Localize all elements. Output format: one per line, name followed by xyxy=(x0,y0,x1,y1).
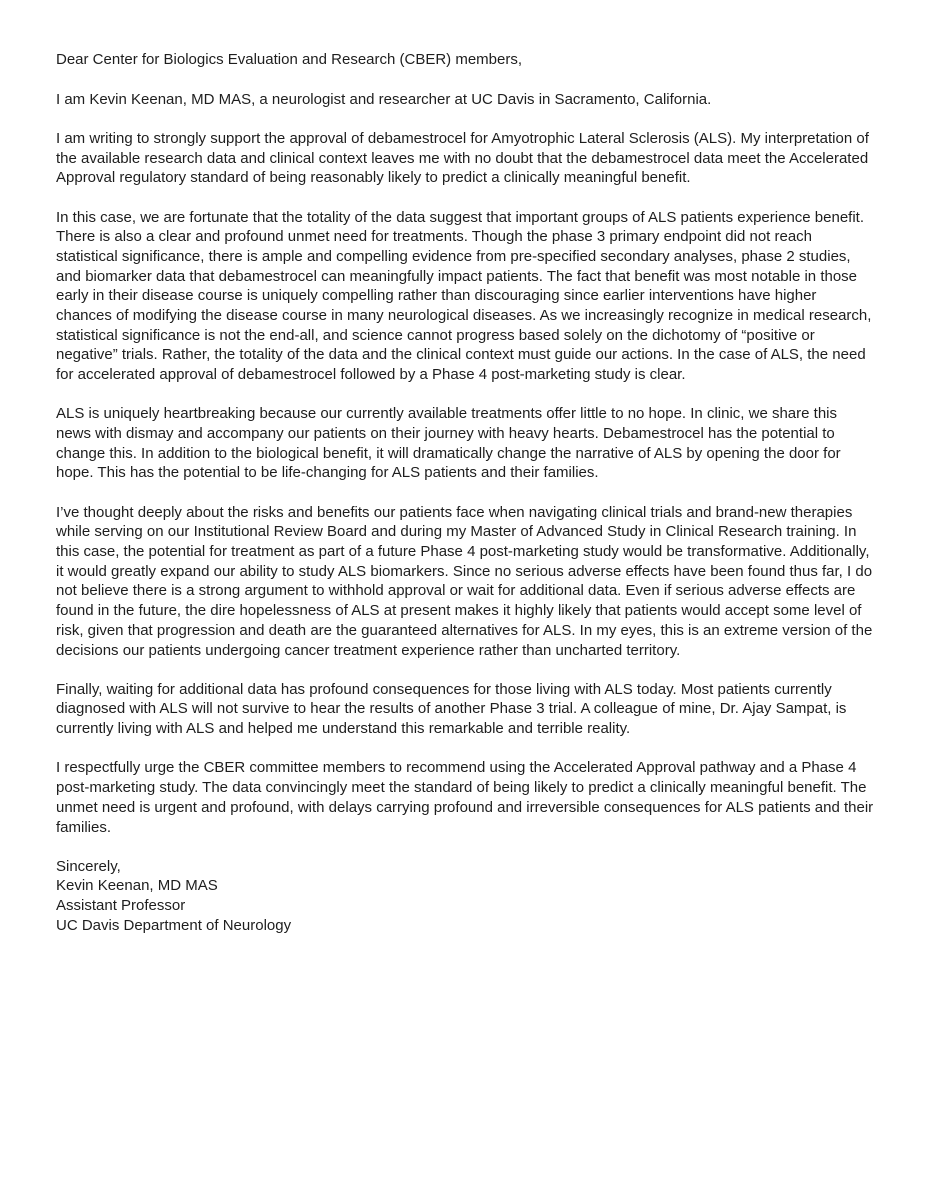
valediction: Sincerely, xyxy=(56,857,121,875)
paragraph-recommendation: I respectfully urge the CBER committee members to recommend using the Accelerated Approval pathway and a Phase 4 post-marketing study. The data convincingly meet the standard of being likely to predict a clinically meaningful benefit. The unmet need is urgent and profound, with delays carrying profound and irreversible consequences for ALS patients and their families. xyxy=(56,759,874,836)
letter-page xyxy=(56,50,876,936)
paragraph-evidence: In this case, we are fortunate that the totality of the data suggest that important groups of ALS patients experience benefit. There is also a clear and profound unmet need for treatments. Though the phase 3 primary endpoint did not reach statistical significance, there is ample and compelling evidence from pre-specified secondary analyses, phase 2 studies, and biomarker data that debamestrocel can meaningfully impact patients. The fact that benefit was most notable in those early in their disease course is uniquely compelling rather than discouraging since earlier interventions have higher chances of modifying the disease course in many neurological diseases. As we increasingly recognize in medical research, statistical significance is not the end-all, and science cannot progress based solely on the dichotomy of “positive or negative” trials. Rather, the totality of the data and the clinical context must guide our actions. In the case of ALS, the need for accelerated approval of debamestrocel followed by a Phase 4 post-marketing study is clear. xyxy=(56,208,872,384)
signer-name: Kevin Keenan, MD MAS xyxy=(56,877,218,895)
paragraph-risks-benefits: I’ve thought deeply about the risks and benefits our patients face when navigating clinical trials and brand-new therapies while serving on our Institutional Review Board and during my Master of Advanced Study in Clinical Research training. In this case, the potential for treatment as part of a future Phase 4 post-marketing study would be transformative. Additionally, it would greatly expand our ability to study ALS biomarkers. Since no serious adverse effects have been found thus far, I do not believe there is a strong argument to withhold approval or wait for additional data. Even if serious adverse effects are found in the future, the dire hopelessness of ALS at present makes it highly likely that patients would accept some level of risk, given that progression and death are the guaranteed alternatives for ALS. In my eyes, this is an extreme version of the decisions our patients undergoing cancer treatment experience rather than uncharted territory. xyxy=(56,503,873,659)
signer-title: Assistant Professor xyxy=(56,897,186,915)
paragraph-support-statement: I am writing to strongly support the approval of debamestrocel for Amyotrophic Lateral Sclerosis (ALS). My interpretation of the available research data and clinical context leaves me with no doubt that the debamestrocel data meet the Accelerated Approval regulatory standard of being reasonably likely to predict a clinically meaningful benefit. xyxy=(56,129,869,187)
paragraph-introduction: I am Kevin Keenan, MD MAS, a neurologist and researcher at UC Davis in Sacramento, California. xyxy=(56,90,712,108)
paragraph-urgency: Finally, waiting for additional data has profound consequences for those living with ALS today. Most patients currently diagnosed with ALS will not survive to hear the results of another Phase 3 trial. A colleague of mine, Dr. Ajay Sampat, is currently living with ALS and helped me understand this remarkable and terrible reality. xyxy=(56,680,847,738)
paragraph-hope: ALS is uniquely heartbreaking because our currently available treatments offer little to no hope. In clinic, we share this news with dismay and accompany our patients on their journey with heavy hearts. Debamestrocel has the potential to change this. In addition to the biological benefit, it will dramatically change the narrative of ALS by opening the door for hope. This has the potential to be life-changing for ALS patients and their families. xyxy=(56,405,841,482)
letter-salutation: Dear Center for Biologics Evaluation and Research (CBER) members, xyxy=(56,51,523,68)
letter-closing xyxy=(56,857,876,936)
signer-department: UC Davis Department of Neurology xyxy=(56,916,292,934)
